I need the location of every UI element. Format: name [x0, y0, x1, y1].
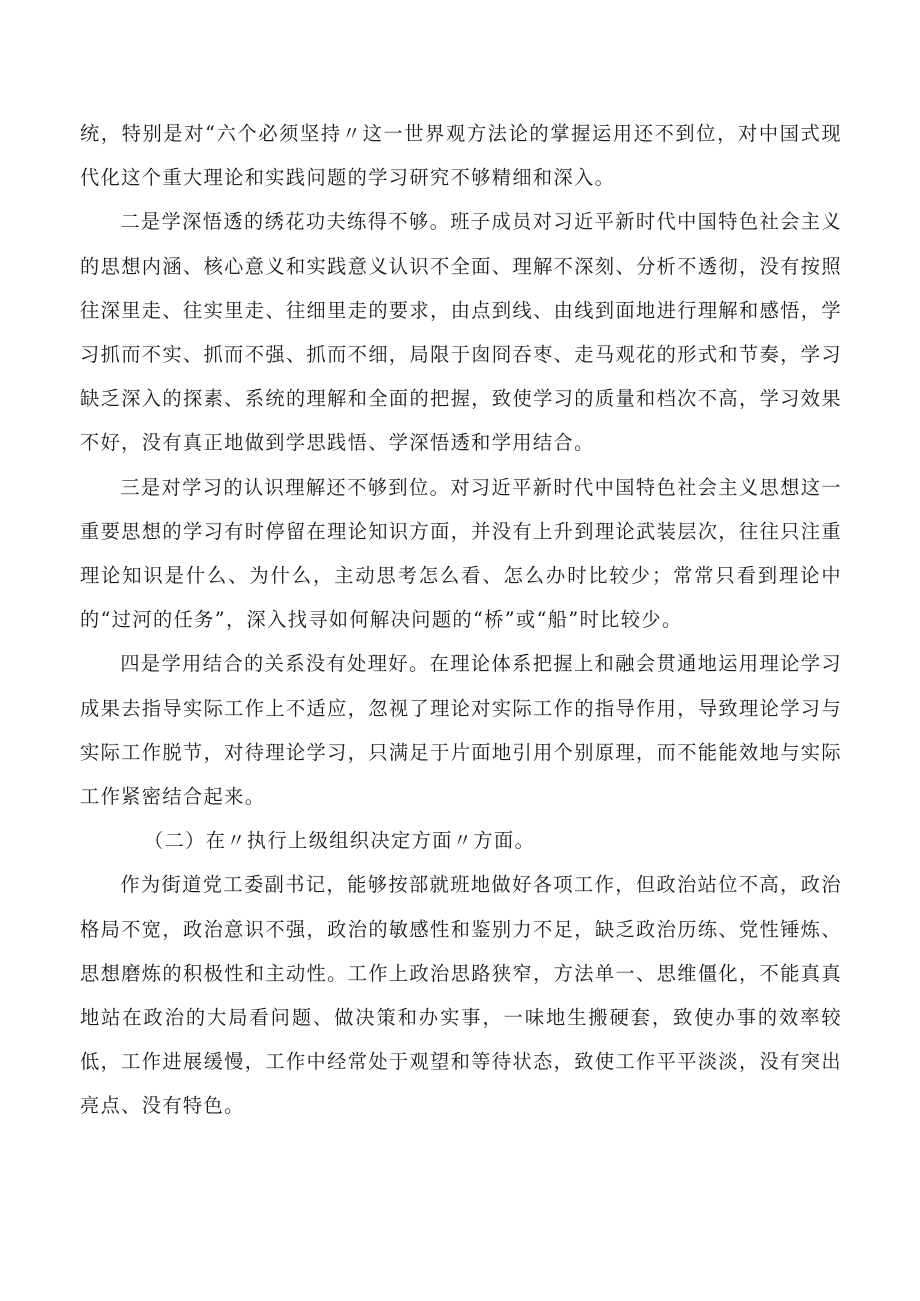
paragraph-continuation: 统，特别是对“六个必须坚持〃这一世界观方法论的掌握运用还不到位，对中国式现代化这个重大理论和实践问题的学习研究不够精细和深入。 [80, 122, 842, 190]
paragraph-section-body: 作为街道党工委副书记，能够按部就班地做好各项工作，但政治站位不高，政治格局不宽，政治意识不强，政治的敏感性和鉴别力不足，缺乏政治历练、党性锤炼、思想磨炼的积极性和主动性。工作上政治思路狭窄，方法单一、思维僵化，不能真真地站在政治的大局看问题、做决策和办实事，一味地生搬硬套，致使办事的效率较低，工作进展缓慢，工作中经常处于观望和等待状态，致使工作平平淡淡，没有突出亮点、没有特色。 [80, 873, 842, 1118]
paragraph-point-four: 四是学用结合的关系没有处理好。在理论体系把握上和融会贯通地运用理论学习成果去指导实际工作上不适应，忽视了理论对实际工作的指导作用，导致理论学习与实际工作脱节，对待理论学习，只满足于片面地引用个别原理，而不能能效地与实际工作紧密结合起来。 [80, 652, 842, 809]
paragraph-point-two: 二是学深悟透的绣花功夫练得不够。班子成员对习近平新时代中国特色社会主义的思想内涵、核心意义和实践意义认识不全面、理解不深刻、分析不透彻，没有按照往深里走、往实里走、往细里走的要求，由点到线、由线到面地进行理解和感悟，学习抓而不实、抓而不强、抓而不细，局限于囱冏吞枣、走马观花的形式和节奏，学习缺乏深入的探素、系统的理解和全面的把握，致使学习的质量和档次不高，学习效果不好，没有真正地做到学思践悟、学深悟透和学用结合。 [80, 210, 842, 455]
paragraph-point-three: 三是对学习的认识理解还不够到位。对习近平新时代中国特色社会主义思想这一重要思想的学习有时停留在理论知识方面，并没有上升到理论武装层次，往往只注重理论知识是什么、为什么，主动思考怎么看、怎么办时比较少；常常只看到理论中的“过河的任务”，深入找寻如何解决问题的“桥”或“船”时比较少。 [80, 475, 842, 632]
section-heading: （二）在〃执行上级组织决定方面〃方面。 [144, 829, 536, 853]
document-page [80, 112, 842, 1129]
